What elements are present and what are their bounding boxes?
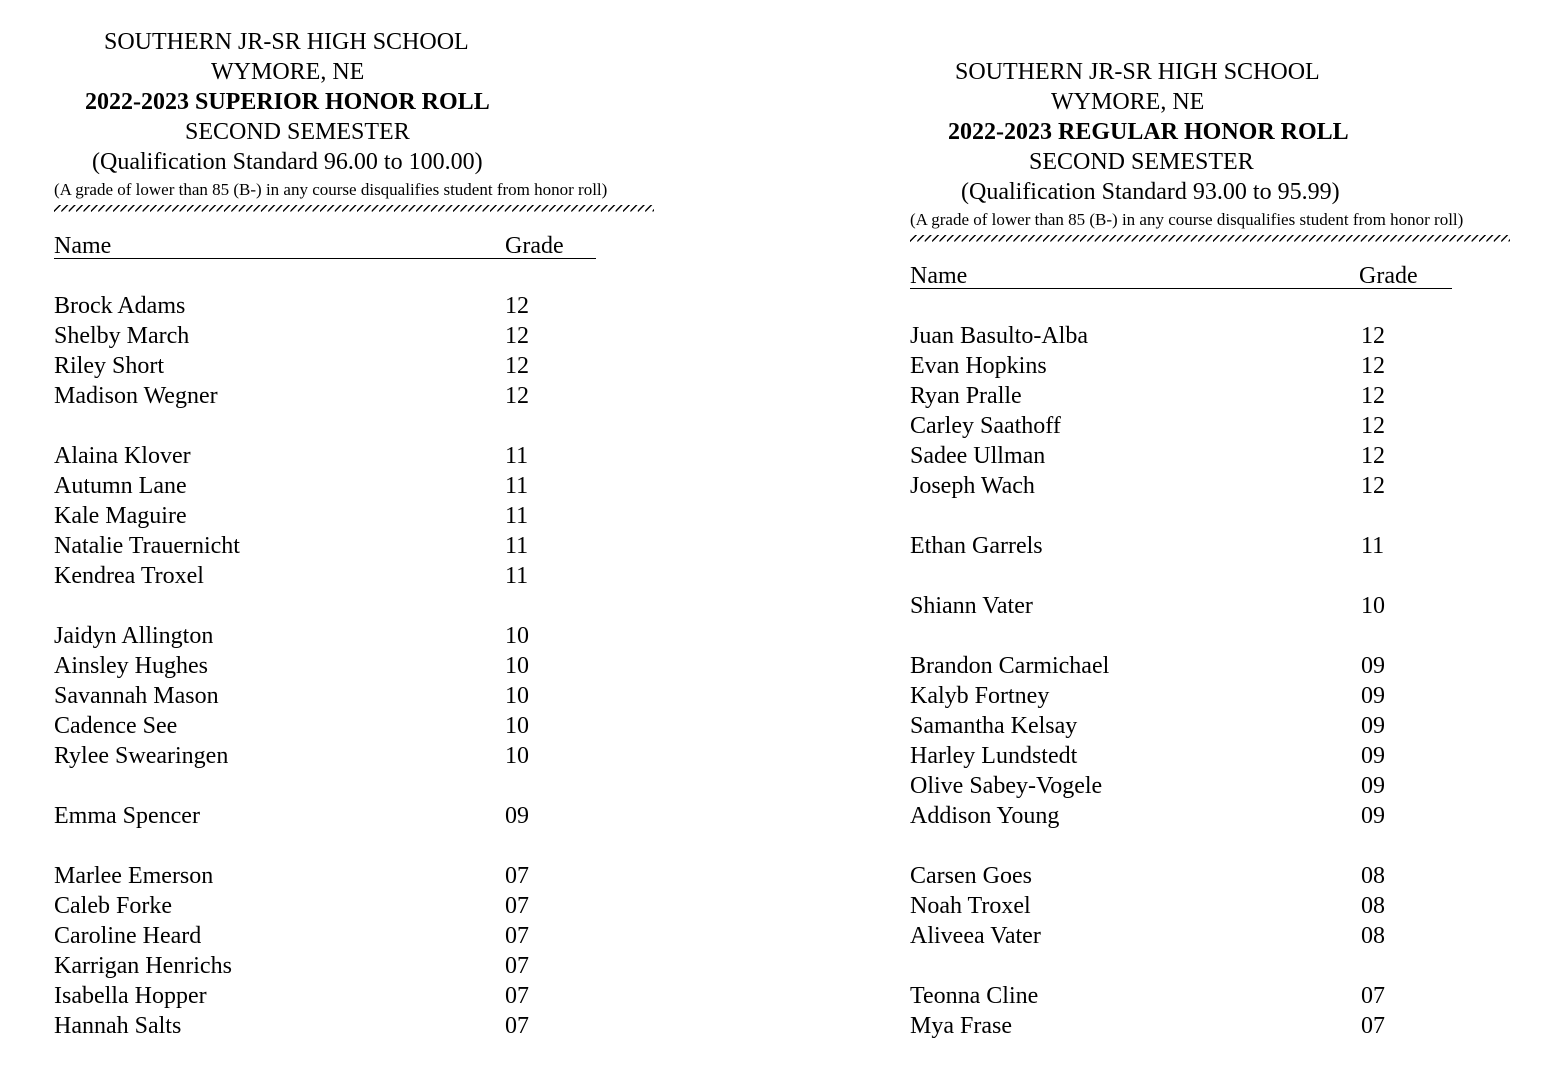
honor-roll-title: 2022-2023 SUPERIOR HONOR ROLL <box>85 89 490 115</box>
student-grade: 12 <box>1361 353 1385 379</box>
student-name: Riley Short <box>54 353 165 379</box>
student-grade: 10 <box>505 653 529 679</box>
column-header <box>54 231 596 261</box>
student-grade: 12 <box>1361 413 1385 439</box>
student-grade: 07 <box>505 1013 529 1039</box>
grade-column-header: Grade <box>505 233 564 259</box>
name-column-header: Name <box>910 263 968 289</box>
student-name: Carley Saathoff <box>910 413 1061 439</box>
student-name: Caleb Forke <box>54 893 172 919</box>
student-grade: 12 <box>1361 383 1385 409</box>
student-name: Cadence See <box>54 713 178 739</box>
student-name: Brandon Carmichael <box>910 653 1110 679</box>
student-name: Marlee Emerson <box>54 863 214 889</box>
student-grade: 07 <box>505 863 529 889</box>
name-column-header: Name <box>54 233 112 259</box>
student-name: Savannah Mason <box>54 683 219 709</box>
student-name: Shiann Vater <box>910 593 1033 619</box>
student-name: Kalyb Fortney <box>910 683 1050 709</box>
tick-divider <box>910 235 1510 245</box>
tick-divider <box>54 205 654 215</box>
student-name: Caroline Heard <box>54 923 202 949</box>
student-grade: 10 <box>505 623 529 649</box>
student-grade: 10 <box>1361 593 1385 619</box>
student-grade: 11 <box>505 443 529 469</box>
student-grade: 08 <box>1361 893 1385 919</box>
student-name: Teonna Cline <box>910 983 1039 1009</box>
student-name: Isabella Hopper <box>54 983 207 1009</box>
student-grade: 09 <box>1361 803 1385 829</box>
student-grade: 11 <box>505 563 529 589</box>
qualification-standard: (Qualification Standard 93.00 to 95.99) <box>961 179 1340 205</box>
student-grade: 11 <box>505 473 529 499</box>
student-grade: 10 <box>505 743 529 769</box>
student-name: Kale Maguire <box>54 503 187 529</box>
disqualification-note: (A grade of lower than 85 (B-) in any course disqualifies student from honor roll) <box>910 210 1464 229</box>
student-name: Aliveea Vater <box>910 923 1041 949</box>
student-grade: 08 <box>1361 923 1385 949</box>
student-grade: 12 <box>505 323 529 349</box>
student-name: Ethan Garrels <box>910 533 1043 559</box>
student-name: Shelby March <box>54 323 190 349</box>
student-grade: 12 <box>1361 323 1385 349</box>
qualification-standard: (Qualification Standard 96.00 to 100.00) <box>92 149 483 175</box>
student-grade: 12 <box>505 353 529 379</box>
honor-roll-title: 2022-2023 REGULAR HONOR ROLL <box>948 119 1349 145</box>
student-grade: 11 <box>505 533 529 559</box>
student-name: Brock Adams <box>54 293 186 319</box>
student-grade: 09 <box>1361 683 1385 709</box>
student-grade: 07 <box>505 953 529 979</box>
semester-label: SECOND SEMESTER <box>1029 149 1254 175</box>
student-name: Carsen Goes <box>910 863 1032 889</box>
student-name: Mya Frase <box>910 1013 1012 1039</box>
semester-label: SECOND SEMESTER <box>185 119 410 145</box>
student-name: Kendrea Troxel <box>54 563 204 589</box>
student-grade: 07 <box>505 923 529 949</box>
student-name: Addison Young <box>910 803 1060 829</box>
student-name: Harley Lundstedt <box>910 743 1078 769</box>
student-name: Natalie Trauernicht <box>54 533 240 559</box>
student-grade: 07 <box>505 893 529 919</box>
student-grade: 09 <box>1361 713 1385 739</box>
student-grade: 09 <box>1361 743 1385 769</box>
student-grade: 09 <box>1361 773 1385 799</box>
student-grade: 07 <box>1361 983 1385 1009</box>
student-name: Evan Hopkins <box>910 353 1047 379</box>
student-grade: 08 <box>1361 863 1385 889</box>
school-name: SOUTHERN JR-SR HIGH SCHOOL <box>104 29 469 55</box>
student-name: Madison Wegner <box>54 383 218 409</box>
student-name: Ainsley Hughes <box>54 653 208 679</box>
school-location: WYMORE, NE <box>1051 89 1205 115</box>
student-name: Emma Spencer <box>54 803 200 829</box>
student-grade: 09 <box>505 803 529 829</box>
student-grade: 11 <box>505 503 529 529</box>
student-name: Noah Troxel <box>910 893 1031 919</box>
student-name: Juan Basulto-Alba <box>910 323 1088 349</box>
student-grade: 12 <box>1361 443 1385 469</box>
student-name: Olive Sabey-Vogele <box>910 773 1103 799</box>
student-name: Karrigan Henrichs <box>54 953 232 979</box>
student-name: Jaidyn Allington <box>54 623 214 649</box>
student-grade: 12 <box>505 383 529 409</box>
student-grade: 12 <box>1361 473 1385 499</box>
student-grade: 12 <box>505 293 529 319</box>
student-name: Autumn Lane <box>54 473 187 499</box>
student-name: Sadee Ullman <box>910 443 1046 469</box>
student-name: Alaina Klover <box>54 443 191 469</box>
student-grade: 10 <box>505 683 529 709</box>
student-name: Ryan Pralle <box>910 383 1022 409</box>
student-name: Hannah Salts <box>54 1013 182 1039</box>
student-grade: 09 <box>1361 653 1385 679</box>
student-name: Joseph Wach <box>910 473 1035 499</box>
disqualification-note: (A grade of lower than 85 (B-) in any course disqualifies student from honor roll) <box>54 180 608 199</box>
student-grade: 10 <box>505 713 529 739</box>
student-name: Samantha Kelsay <box>910 713 1078 739</box>
grade-column-header: Grade <box>1359 263 1418 289</box>
student-grade: 07 <box>505 983 529 1009</box>
student-name: Rylee Swearingen <box>54 743 229 769</box>
student-grade: 11 <box>1361 533 1385 559</box>
student-grade: 07 <box>1361 1013 1385 1039</box>
school-name: SOUTHERN JR-SR HIGH SCHOOL <box>955 59 1320 85</box>
column-header <box>910 261 1452 291</box>
school-location: WYMORE, NE <box>211 59 365 85</box>
